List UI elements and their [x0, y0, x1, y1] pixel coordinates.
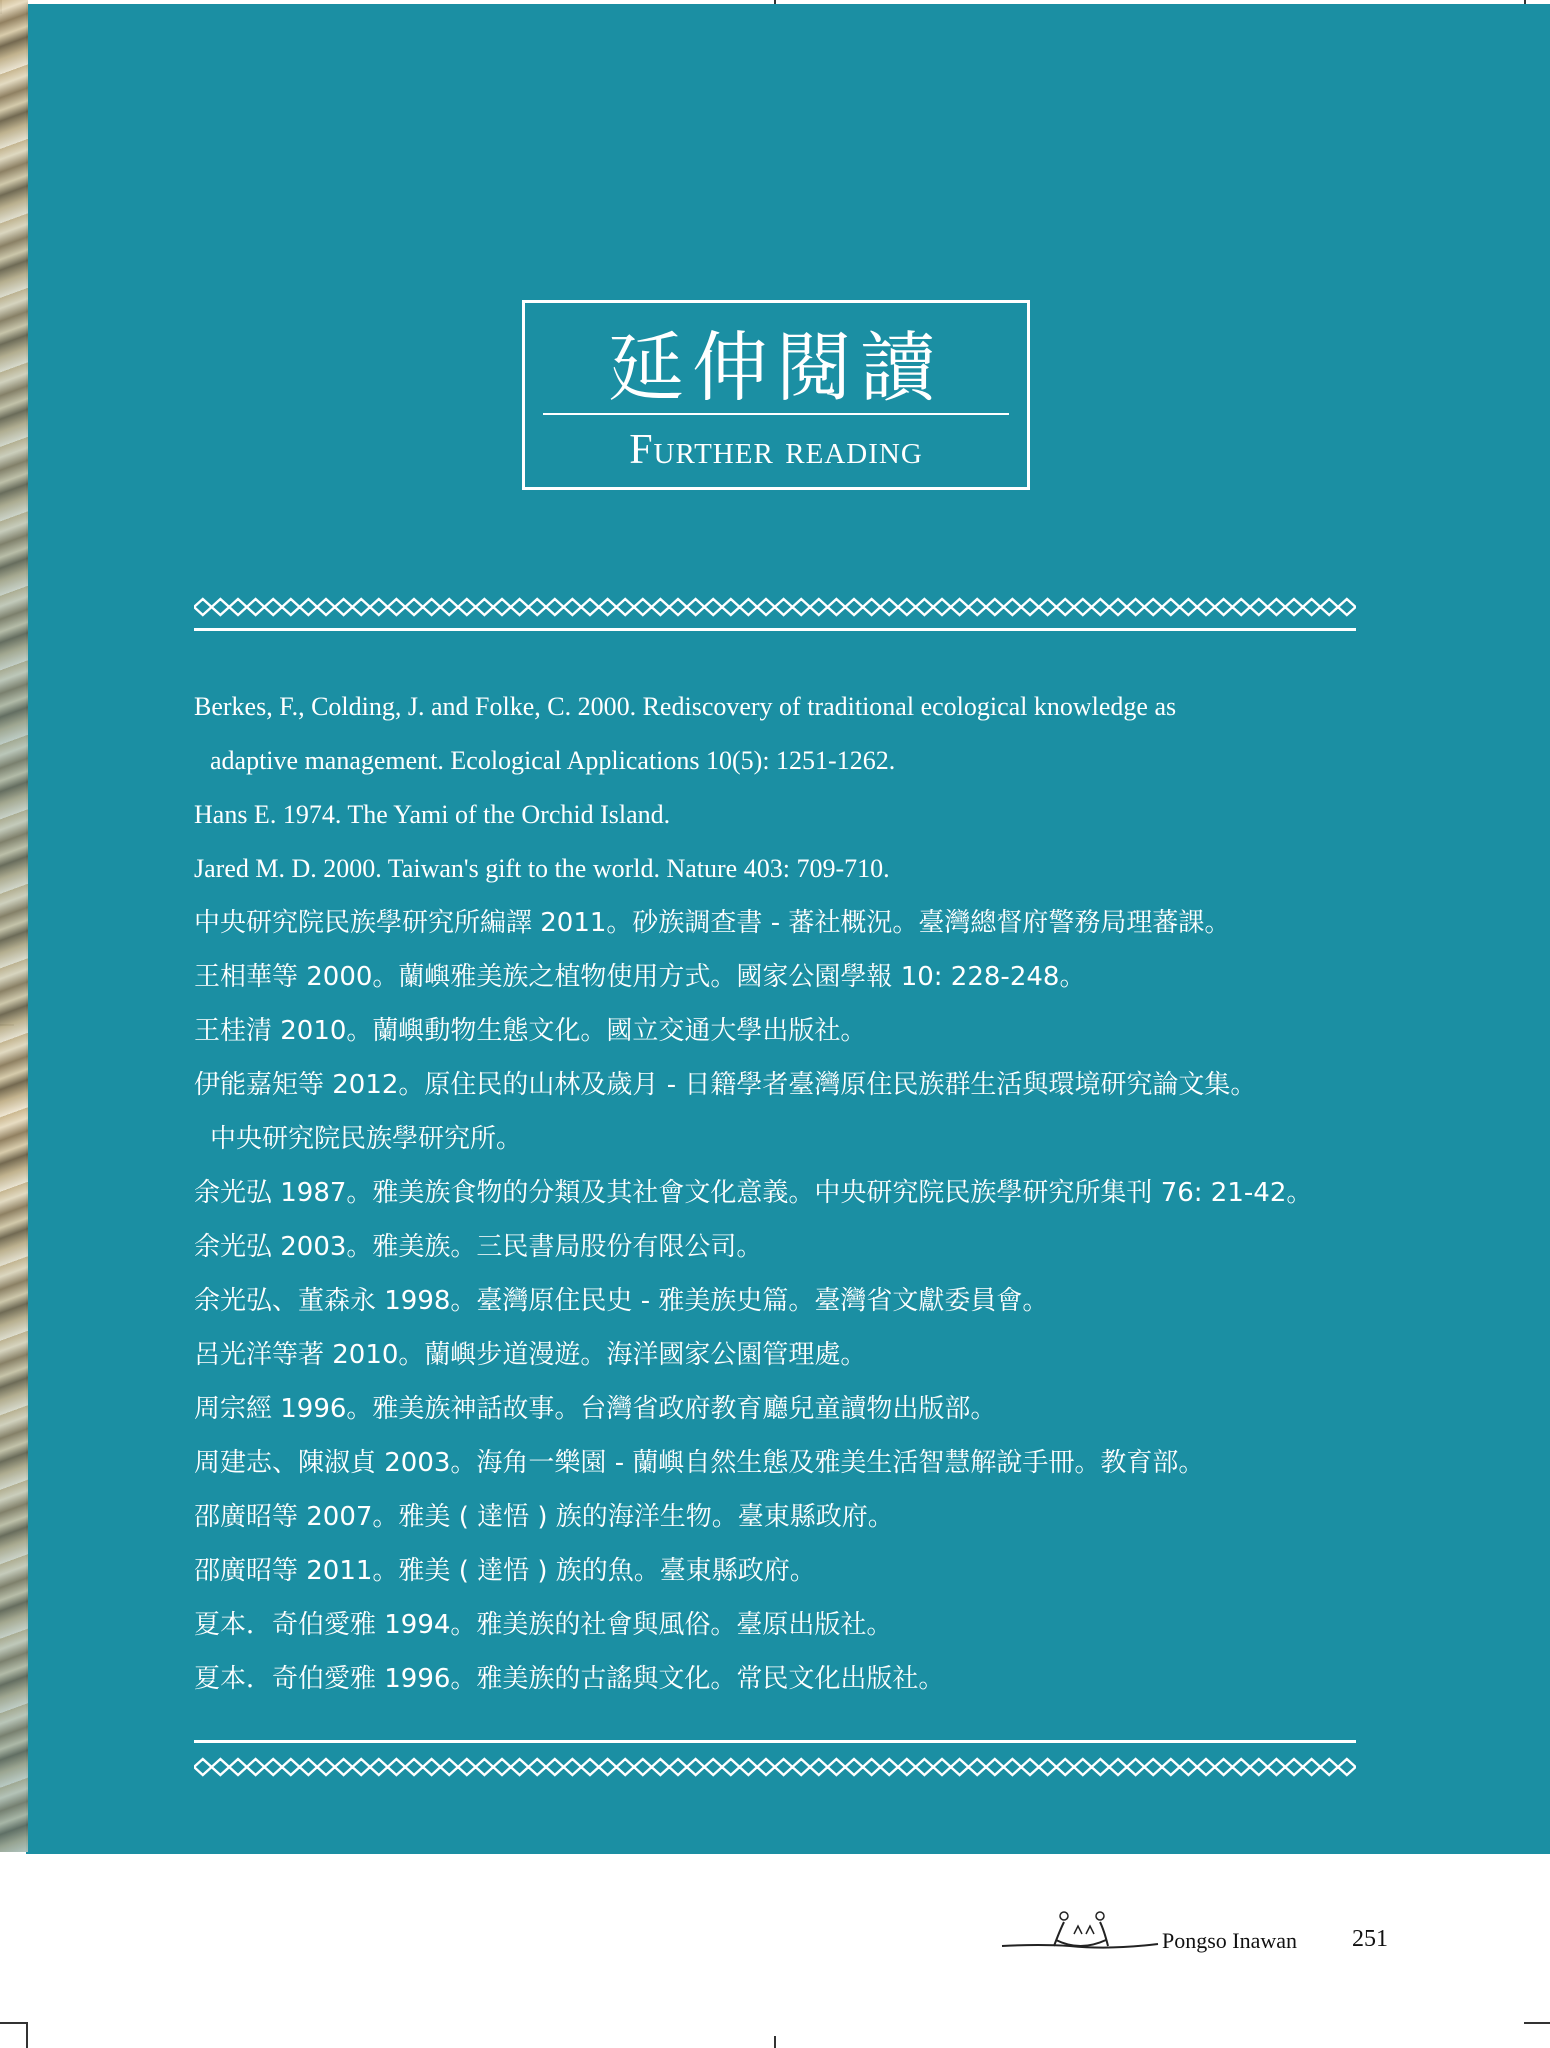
left-photo-strip: [0, 0, 28, 1852]
reference-line: Berkes, F., Colding, J. and Folke, C. 2000. Rediscovery of traditional ecological knowledge as: [194, 692, 1177, 721]
reference-item: [194, 896, 1356, 950]
reference-line: 余光弘、董森永 1998。臺灣原住民史 - 雅美族史篇。臺灣省文獻委員會。: [194, 1286, 1049, 1316]
reference-item: [194, 1058, 1356, 1166]
reference-line: 夏本．奇伯愛雅 1996。雅美族的古謠與文化。常民文化出版社。: [194, 1664, 945, 1694]
reference-continuation-line: 中央研究院民族學研究所。: [210, 1124, 523, 1154]
bottom-rule: [194, 1740, 1356, 1743]
reference-item: [194, 950, 1356, 1004]
reference-item: [194, 1490, 1356, 1544]
reference-line: 呂光洋等著 2010。蘭嶼步道漫遊。海洋國家公園管理處。: [194, 1340, 867, 1370]
crop-mark-bottom-left: [0, 2022, 26, 2024]
reference-line: Jared M. D. 2000. Taiwan's gift to the world. Nature 403: 709-710.: [194, 854, 890, 883]
crop-mark-bottom-left-v: [26, 2022, 28, 2048]
title-english: Further reading: [629, 427, 923, 473]
reference-item: [194, 1544, 1356, 1598]
reference-line: 余光弘 2003。雅美族。三民書局股份有限公司。: [194, 1232, 763, 1262]
reference-line: 周建志、陳淑貞 2003。海角一樂園 - 蘭嶼自然生態及雅美生活智慧解說手冊。教育部。: [194, 1448, 1205, 1478]
reference-line: 余光弘 1987。雅美族食物的分類及其社會文化意義。中央研究院民族學研究所集刊 76: 21-42。: [194, 1178, 1313, 1208]
bottom-diamond-border: [194, 1756, 1356, 1778]
title-chinese: 延伸閱讀: [608, 323, 944, 412]
title-box: [522, 300, 1030, 490]
reference-item: [194, 1220, 1356, 1274]
title-divider: [543, 413, 1009, 415]
reference-item: [194, 1436, 1356, 1490]
reference-line: 周宗經 1996。雅美族神話故事。台灣省政府教育廳兒童讀物出版部。: [194, 1394, 997, 1424]
top-rule: [194, 628, 1356, 631]
reference-item: [194, 1652, 1356, 1706]
footer-book-title: Pongso Inawan: [1162, 1928, 1298, 1953]
top-diamond-border: [194, 596, 1356, 618]
reference-continuation-line: adaptive management. Ecological Applications 10(5): 1251-1262.: [210, 746, 896, 775]
reference-line: 邵廣昭等 2007。雅美 ( 達悟 ) 族的海洋生物。臺東縣政府。: [194, 1502, 894, 1532]
reference-item: [194, 1598, 1356, 1652]
diamond-pattern: [194, 599, 1356, 615]
crop-mark-bottom-right: [1524, 2022, 1550, 2024]
diamond-pattern: [194, 1759, 1356, 1775]
reference-item: [194, 1328, 1356, 1382]
reference-item: [194, 1166, 1356, 1220]
reference-item: [194, 1274, 1356, 1328]
reference-line: 王桂清 2010。蘭嶼動物生態文化。國立交通大學出版社。: [194, 1016, 867, 1046]
reference-item: [194, 1382, 1356, 1436]
reference-item: [194, 842, 1356, 896]
reference-line: 伊能嘉矩等 2012。原住民的山林及歲月 - 日籍學者臺灣原住民族群生活與環境研究論文集。: [194, 1070, 1257, 1100]
reference-line: 王相華等 2000。蘭嶼雅美族之植物使用方式。國家公園學報 10: 228-248。: [194, 962, 1086, 992]
reference-item: [194, 680, 1356, 788]
crop-mark-bottom-center: [774, 2036, 776, 2048]
reference-item: [194, 1004, 1356, 1058]
reference-item: [194, 788, 1356, 842]
canoe-logo-icon: [1000, 1900, 1160, 1960]
reference-line: 邵廣昭等 2011。雅美 ( 達悟 ) 族的魚。臺東縣政府。: [194, 1556, 816, 1586]
reference-line: 中央研究院民族學研究所編譯 2011。砂族調查書 - 蕃社概況。臺灣總督府警務局理蕃課。: [194, 908, 1231, 938]
reference-line: 夏本．奇伯愛雅 1994。雅美族的社會與風俗。臺原出版社。: [194, 1610, 893, 1640]
reference-line: Hans E. 1974. The Yami of the Orchid Island.: [194, 800, 671, 829]
page-number: 251: [1352, 1926, 1388, 1952]
reference-list: [194, 680, 1356, 1706]
